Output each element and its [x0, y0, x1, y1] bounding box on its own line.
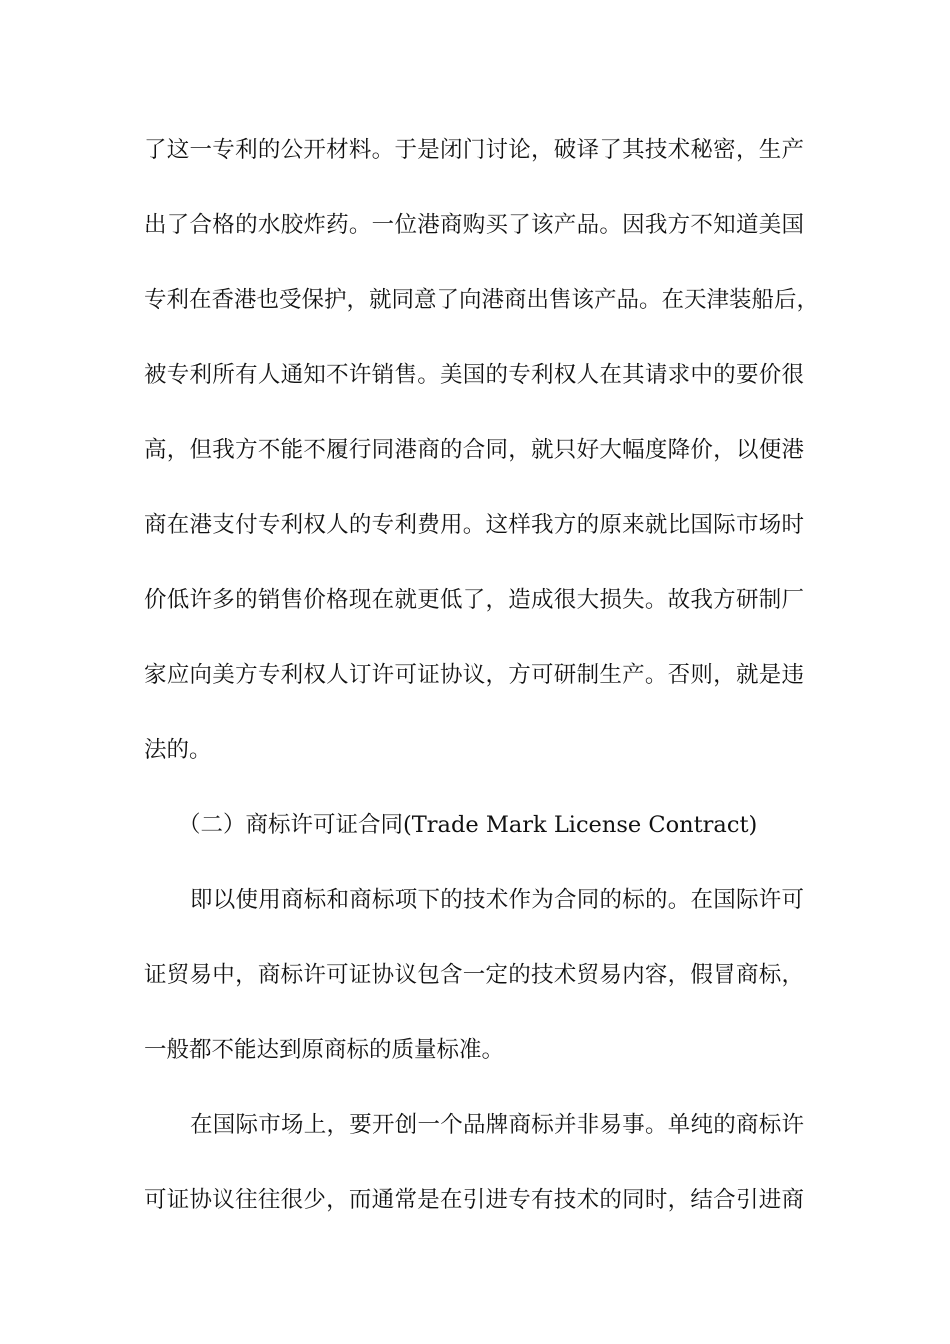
body-text-line: 商在港支付专利权人的专利费用。这样我方的原来就比国际市场时: [144, 512, 804, 538]
body-text-line: 出了合格的水胶炸药。一位港商购买了该产品。因我方不知道美国: [144, 212, 804, 238]
body-text-line: 了这一专利的公开材料。于是闭门讨论，破译了其技术秘密，生产: [144, 137, 804, 163]
body-text-line: 高，但我方不能不履行同港商的合同，就只好大幅度降价，以便港: [144, 437, 804, 463]
section-heading: （二）商标许可证合同(Trade Mark License Contract): [178, 812, 758, 838]
body-text-line: 一般都不能达到原商标的质量标准。: [144, 1037, 505, 1063]
body-text-line: 证贸易中，商标许可证协议包含一定的技术贸易内容，假冒商标，: [144, 962, 804, 988]
body-text-line: 被专利所有人通知不许销售。美国的专利权人在其请求中的要价很: [144, 362, 804, 388]
body-text-line: 法的。: [144, 737, 212, 763]
body-text-line: 即以使用商标和商标项下的技术作为合同的标的。在国际许可: [190, 887, 804, 913]
body-text-line: 家应向美方专利权人订许可证协议，方可研制生产。否则，就是违: [144, 662, 804, 688]
body-text-line: 可证协议往往很少，而通常是在引进专有技术的同时，结合引进商: [144, 1187, 804, 1213]
body-text-line: 价低许多的销售价格现在就更低了，造成很大损失。故我方研制厂: [144, 587, 804, 613]
body-text-line: 在国际市场上，要开创一个品牌商标并非易事。单纯的商标许: [190, 1112, 804, 1138]
body-text-line: 专利在香港也受保护，就同意了向港商出售该产品。在天津装船后，: [144, 287, 820, 313]
